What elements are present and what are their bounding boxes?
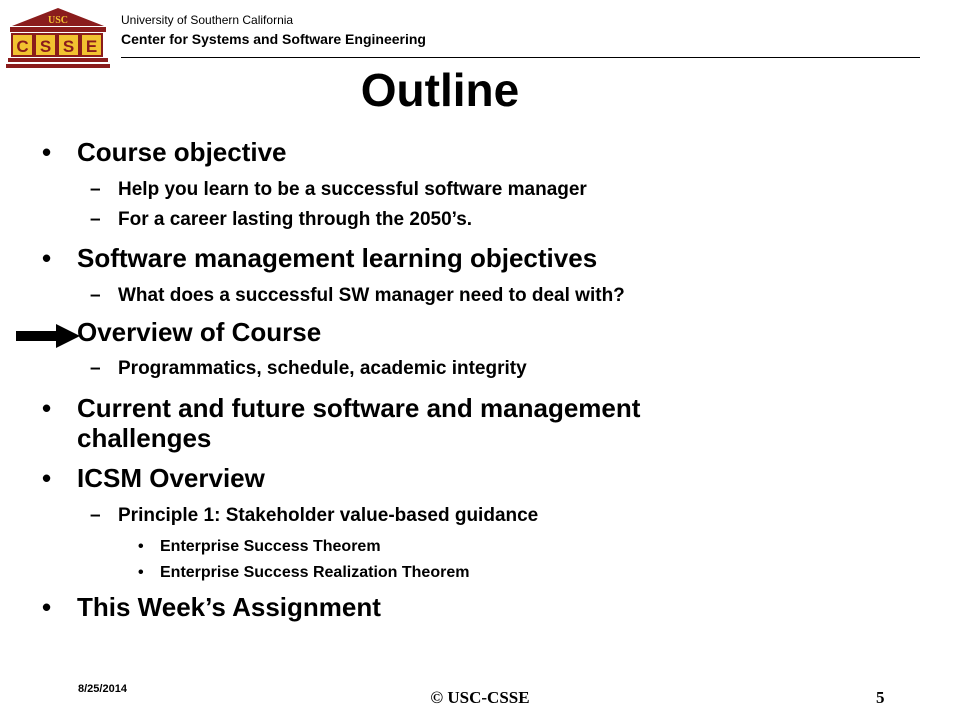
footer-date: 8/25/2014 bbox=[78, 683, 127, 695]
dash: – bbox=[90, 209, 101, 230]
outline-subitem-text: Programmatics, schedule, academic integrity bbox=[118, 358, 527, 379]
outline-subitem-text: What does a successful SW manager need to deal with? bbox=[118, 285, 625, 306]
outline-item-label: Overview of Course bbox=[77, 317, 322, 347]
outline-subitem-text: Principle 1: Stakeholder value-based guidance bbox=[118, 505, 539, 526]
logo-letter: C bbox=[16, 37, 29, 56]
outline-subsubitem-text: Enterprise Success Realization Theorem bbox=[160, 564, 470, 581]
bullet: • bbox=[138, 564, 144, 581]
outline-subsubitem-text: Enterprise Success Theorem bbox=[160, 538, 381, 555]
center-name: Center for Systems and Software Engineering bbox=[121, 31, 426, 47]
logo-letter: S bbox=[62, 37, 75, 56]
bullet: • bbox=[42, 393, 52, 423]
dash: – bbox=[90, 505, 101, 526]
slide-title: Outline bbox=[360, 64, 520, 116]
outline-item-label: This Week’s Assignment bbox=[77, 592, 381, 622]
outline-item-label: challenges bbox=[77, 423, 212, 453]
bullet: • bbox=[42, 592, 52, 622]
outline-item-label: Current and future software and management bbox=[77, 393, 641, 423]
dash: – bbox=[90, 179, 101, 200]
logo-roof-text: USC bbox=[47, 15, 69, 26]
logo-letter: S bbox=[39, 37, 52, 56]
university-name: University of Southern California bbox=[121, 13, 294, 27]
footer-copyright: © USC-CSSE bbox=[430, 688, 530, 707]
current-item-arrow-icon bbox=[16, 324, 80, 348]
outline-subitem-text: Help you learn to be a successful software manager bbox=[118, 179, 587, 200]
bullet: • bbox=[42, 463, 52, 493]
bullet: • bbox=[42, 137, 52, 167]
logo-letter: E bbox=[85, 37, 98, 56]
outline-item-label: Course objective bbox=[77, 137, 287, 167]
outline-subitem-text: For a career lasting through the 2050’s. bbox=[118, 209, 473, 230]
dash: – bbox=[90, 285, 101, 306]
bullet: • bbox=[42, 243, 52, 273]
outline-item-label: Software management learning objectives bbox=[77, 243, 598, 273]
outline-item-label: ICSM Overview bbox=[77, 463, 265, 493]
bullet: • bbox=[138, 538, 144, 555]
dash: – bbox=[90, 358, 101, 379]
page-number: 5 bbox=[876, 688, 885, 707]
